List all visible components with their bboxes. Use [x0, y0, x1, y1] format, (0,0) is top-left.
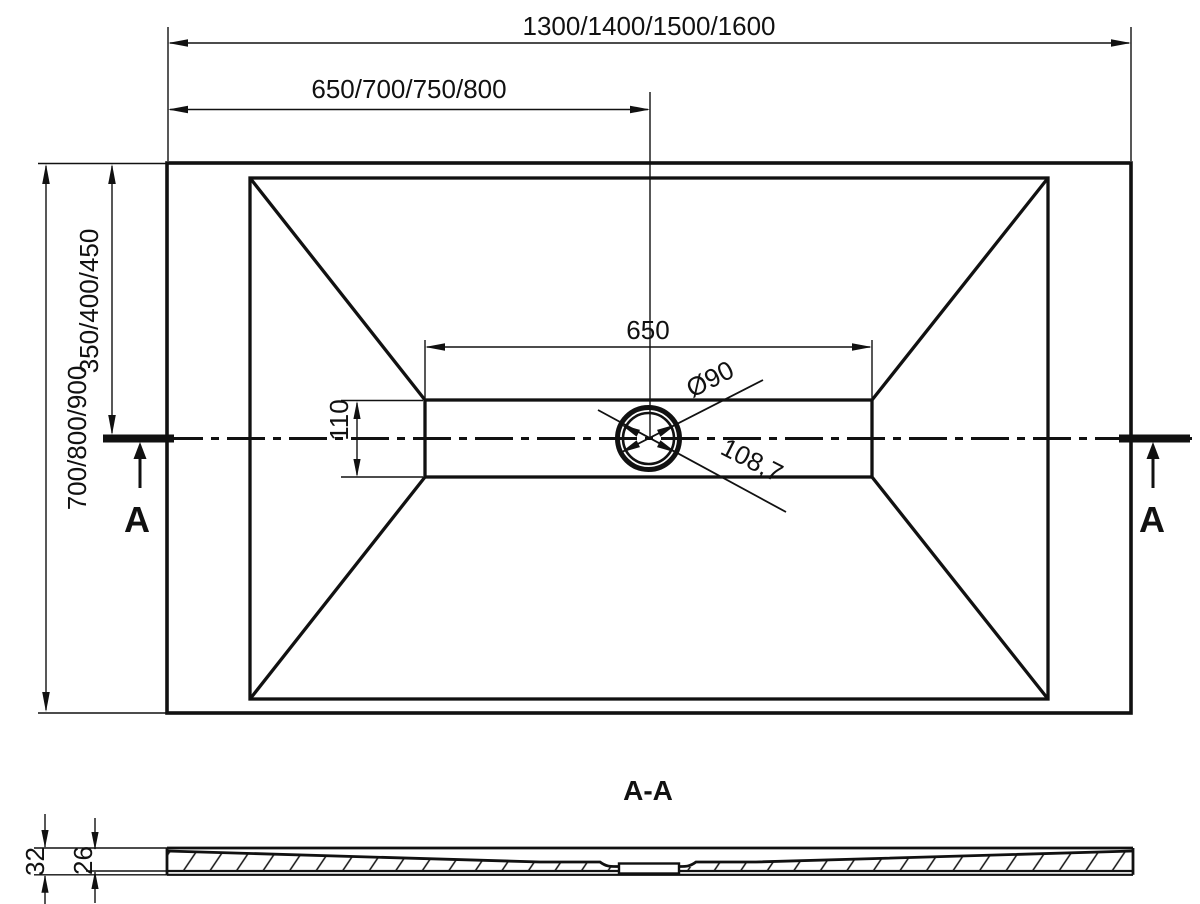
dim-channel-length-label: 650 — [626, 315, 670, 345]
dim-channel-width-label: 110 — [324, 399, 354, 441]
section-title: A-A — [623, 775, 673, 806]
dim-width-to-center — [168, 74, 650, 437]
dim-edge-thickness-label: 26 — [68, 846, 98, 875]
section-view — [20, 775, 1133, 904]
dim-edge-thickness — [68, 818, 99, 903]
dim-drain-flange-label: 108,7 — [716, 431, 788, 489]
section-cut-left — [103, 439, 174, 541]
plan-view — [38, 11, 1192, 713]
section-marker-right-label: A — [1139, 499, 1165, 540]
dim-overall-width-label: 1300/1400/1500/1600 — [522, 11, 776, 41]
dim-depth-to-center-label: 350/400/450 — [74, 228, 104, 374]
dim-drain-diameter-label: Ø90 — [681, 354, 739, 404]
section-extension-lines — [34, 848, 167, 875]
dim-overall-depth-label: 700/800/900 — [62, 365, 92, 511]
dim-width-to-center-label: 650/700/750/800 — [311, 74, 507, 104]
dim-channel-length — [425, 315, 872, 398]
dim-total-thickness — [20, 814, 50, 904]
section-marker-left-label: A — [124, 499, 150, 540]
dim-total-thickness-label: 32 — [20, 847, 50, 876]
drain-recess — [619, 864, 679, 874]
